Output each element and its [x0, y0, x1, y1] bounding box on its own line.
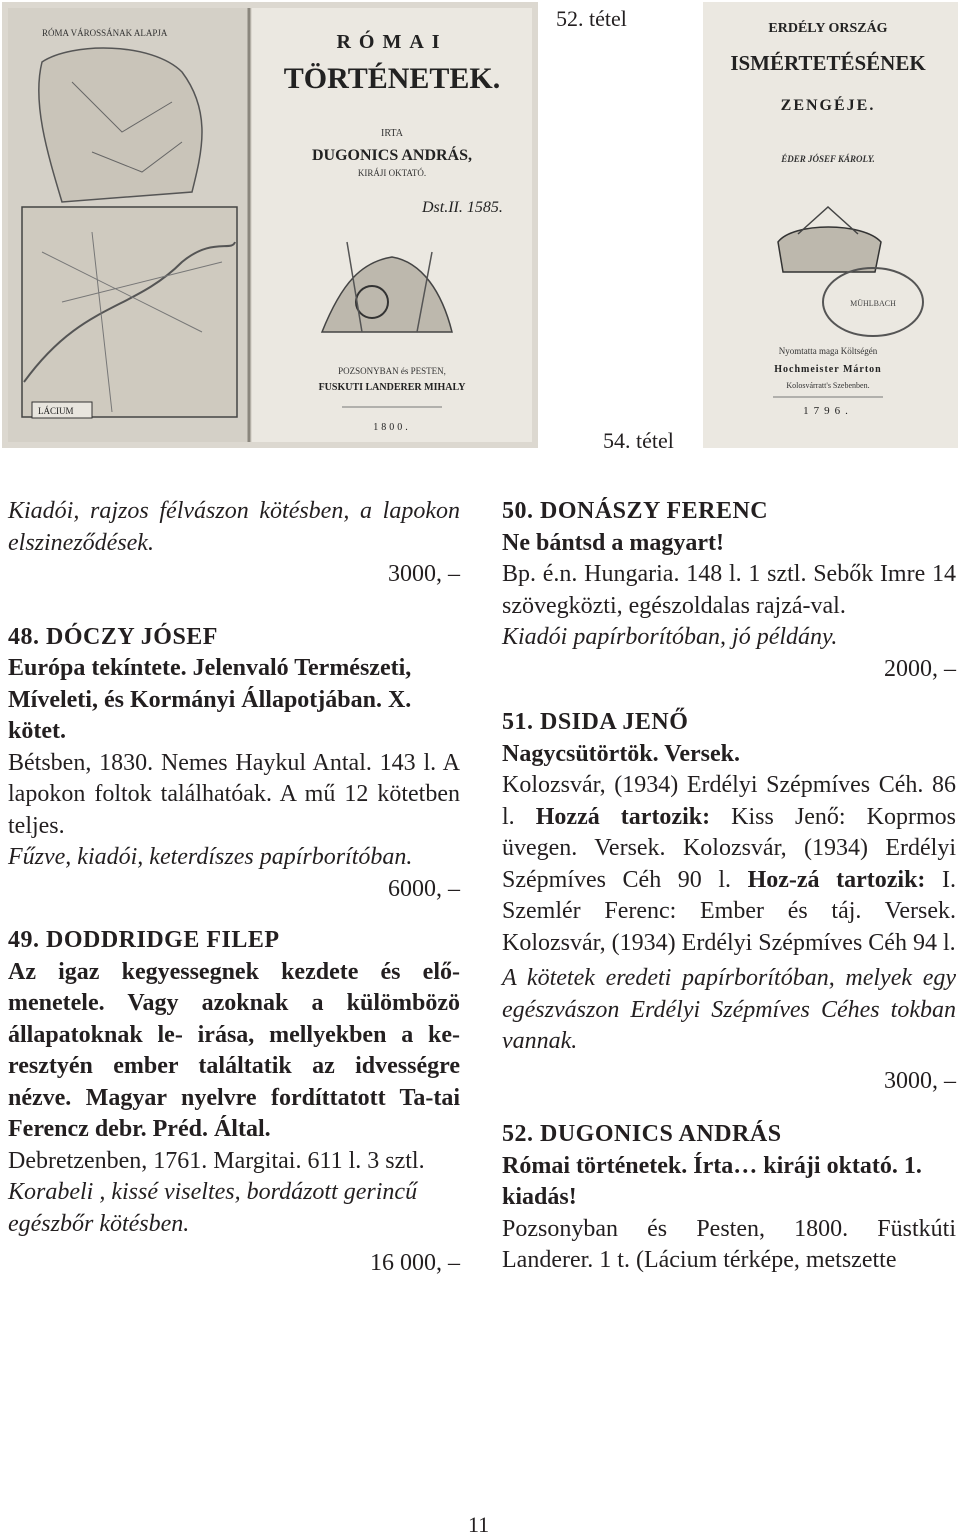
left-column — [8, 496, 460, 1280]
entry-50-title: Ne bántsd a magyart! — [502, 529, 724, 556]
book-line-1: ERDÉLY ORSZÁG — [768, 21, 888, 36]
entry-48-price: 6000, – — [388, 875, 460, 902]
entry-52-heading: 52. DUGONICS ANDRÁS — [502, 1121, 782, 1147]
entry-48-imprint: Bétsben, 1830. Nemes Haykul Antal. 143 l. A lapokon foltok találhatóak. A mű 12 kötetben teljes. — [8, 749, 460, 839]
page-number: 11 — [468, 1512, 490, 1537]
book-photo-54 — [703, 2, 958, 448]
entry-48-heading: 48. DÓCZY JÓSEF — [8, 623, 218, 650]
imprint-1: POZSONYBAN és PESTEN, — [338, 366, 446, 376]
book-author-2: DUGONICS ANDRÁS, — [311, 147, 473, 164]
book-year: 1796. — [803, 405, 853, 417]
book-line-3: ZENGÉJE. — [780, 97, 876, 114]
entry-49-price: 16 000, – — [370, 1250, 460, 1276]
entry-50-heading: 50. DONÁSZY FERENC — [502, 498, 769, 524]
caption-item-52: 52. tétel — [556, 6, 627, 31]
book-author-1: IRTA — [381, 128, 403, 139]
caption-item-54: 54. tétel — [603, 428, 674, 453]
entry-51-imprint: Kolozsvár, (1934) Erdélyi Szépmíves Céh. 86 l. Hozzá tartozik: Kiss Jenő: Koprmos üvegen. Versek. Kolozsvár, (1934) Erdélyi Szépmíves Céh 90 l. Hoz-zá tartozik: I. Szemlér Ferenc: Ember és táj. Versek. Kolozsvár, (1934) Erdélyi Szépmíves Céh 94 l. — [502, 772, 957, 956]
map-title: RÓMA VÁROSSÁNAK ALAPJA — [42, 28, 168, 38]
right-column — [502, 496, 956, 1277]
book-author: ÉDER JÓSEF KÁROLY. — [781, 154, 875, 164]
imprint-2: Hochmeister Márton — [774, 364, 882, 375]
shelfmark: Dst.II. 1585. — [422, 199, 503, 216]
book-heading-2: TÖRTÉNETEK. — [283, 62, 501, 95]
entry-51-bold-2: Hoz-zá tartozik: — [747, 866, 926, 893]
entry-49-binding: Korabeli , kissé viseltes, bordázott gerincű egészbőr kötésben. — [8, 1179, 418, 1237]
entry-48-title: Európa tekíntete. Jelenvaló Természeti, Míveleti, és Kormányi Állapotjában. X. kötet. — [8, 655, 412, 744]
book-line-2: ISMÉRTETÉSÉNEK — [730, 51, 926, 75]
imprint-3: Kolosvárratt's Szebenben. — [786, 381, 870, 390]
entry-52-imprint: Pozsonyban és Pesten, 1800. Füstkúti Landerer. 1 t. (Lácium térképe, metszette — [502, 1215, 956, 1273]
entry-52-title: Római történetek. Írta… kiráji oktató. 1. kiadás! — [502, 1152, 922, 1210]
entry-47-price: 3000, – — [388, 561, 460, 587]
entry-51-title: Nagycsütörtök. Versek. — [502, 740, 740, 767]
book-author-3: KIRÁJI OKTATÓ. — [357, 168, 427, 178]
entry-49-imprint: Debretzenben, 1761. Margitai. 611 l. 3 sztl. — [8, 1147, 425, 1174]
entry-50-price: 2000, – — [884, 655, 956, 682]
svg-text:MÜHLBACH: MÜHLBACH — [850, 299, 896, 308]
entry-51-bold-1: Hozzá tartozik: — [535, 803, 711, 830]
entry-47-description: Kiadói, rajzos félvászon kötésben, a lapokon elszineződések. — [8, 498, 460, 556]
book-photo-52 — [2, 2, 538, 448]
map-lower-label: LÁCIUM — [38, 406, 74, 416]
entry-49-heading: 49. DODDRIDGE FILEP — [8, 927, 280, 953]
entry-51-binding: A kötetek eredeti papírborítóban, melyek egy egészvászon Erdélyi Szépmíves Céhes tokban vannak. — [502, 965, 956, 1054]
imprint-2: FUSKUTI LANDERER MIHALY — [318, 382, 466, 393]
entry-48-binding: Fűzve, kiadói, keterdíszes papírborítóban. — [8, 844, 413, 870]
entry-51-price: 3000, – — [884, 1067, 956, 1094]
entry-50-binding: Kiadói papírborítóban, jó példány. — [502, 624, 838, 650]
book-year: 1800. — [373, 422, 411, 433]
imprint-1: Nyomtatta maga Költségén — [778, 346, 878, 356]
entry-49-title: Az igaz kegyessegnek kezdete és elő-menetele. Vagy azoknak a külömbözö állapatoknak le- irása, mellyekben a ke-resztyén ember találtatik az idvességre nézve. Magyar nyelvre fordíttatott Ta-tai Ferencz debr. Préd. Által. — [8, 958, 460, 1142]
book-heading-1: RÓMAI — [336, 31, 448, 53]
entry-51-heading: 51. DSIDA JENŐ — [502, 709, 689, 735]
entry-50-imprint: Bp. é.n. Hungaria. 148 l. 1 sztl. Sebők Imre 14 szövegközti, egészoldalas rajzá-val. — [502, 561, 956, 619]
